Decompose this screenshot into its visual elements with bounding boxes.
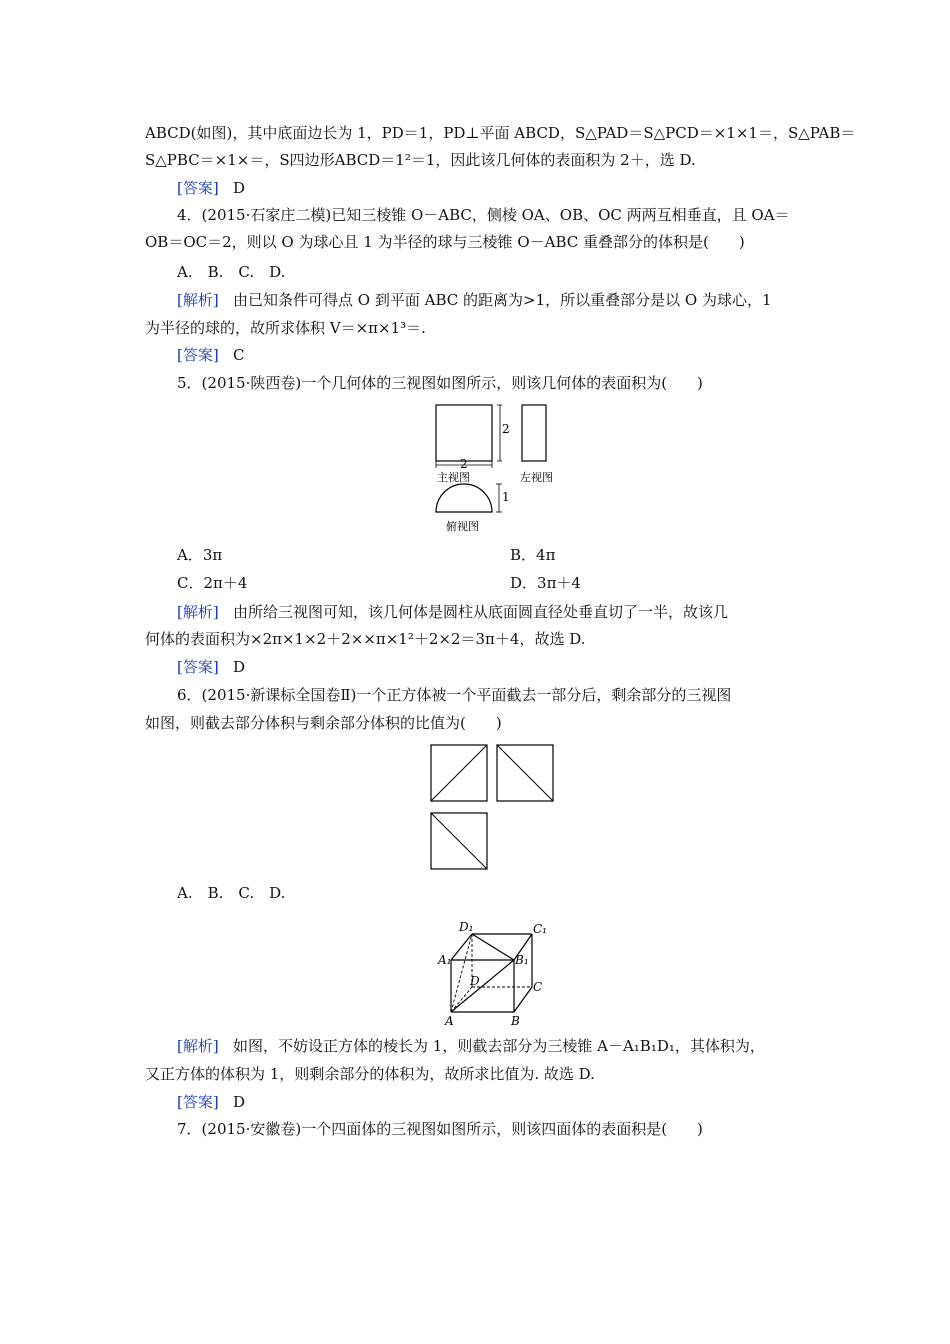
front-width-dim: 2 [460, 457, 468, 471]
q5-option-b: B．4π [510, 546, 556, 564]
answer-tag: [答案] [177, 658, 219, 676]
answer-value: D [233, 179, 246, 197]
q7-stem: 7．(2015·安徽卷)一个四面体的三视图如图所示，则该四面体的表面积是( ) [177, 1120, 703, 1138]
answer-tag: [答案] [177, 179, 219, 197]
q6-analysis-line-1 [177, 1036, 765, 1056]
answer-value: D [233, 658, 246, 676]
vertex-C: C [533, 980, 543, 994]
prev-solution-line-1: ABCD(如图)，其中底面边长为 1，PD＝1，PD⊥平面 ABCD，S△PAD＝S△PCD＝×1×1＝，S△PAB＝ [145, 124, 856, 142]
analysis-tag: [解析] [177, 291, 219, 309]
vertex-B1: B₁ [515, 953, 529, 967]
analysis-tag: [解析] [177, 603, 219, 621]
vertex-D: D [470, 974, 480, 988]
analysis-text: 如图，不妨设正方体的棱长为 1，则截去部分为三棱锥 A－A₁B₁D₁，其体积为， [233, 1037, 765, 1055]
vertex-B: B [511, 1014, 520, 1028]
q6-options: A. B. C. D. [177, 884, 286, 902]
q5-option-a: A．3π [177, 546, 223, 564]
answer-value: C [233, 346, 245, 364]
analysis-tag: [解析] [177, 1037, 219, 1055]
vertex-D1: D₁ [459, 920, 474, 934]
answer-tag: [答案] [177, 346, 219, 364]
answer-value: D [233, 1093, 246, 1111]
q5-option-d: D．3π＋4 [510, 574, 581, 592]
q4-options: A. B. C. D. [177, 263, 286, 281]
left-view-label: 左视图 [520, 471, 553, 484]
q6-analysis-line-2: 又正方体的体积为 1，则剩余部分的体积为，故所求比值为. 故选 D. [145, 1065, 595, 1083]
vertex-A: A [445, 1014, 454, 1028]
q5-stem: 5．(2015·陕西卷)一个几何体的三视图如图所示，则该几何体的表面积为( ) [177, 374, 703, 392]
answer-tag: [答案] [177, 1093, 219, 1111]
top-radius-dim: 1 [502, 490, 510, 504]
analysis-text: 由已知条件可得点 O 到平面 ABC 的距离为>1，所以重叠部分是以 O 为球心，1 [233, 291, 772, 309]
analysis-text: 由所给三视图可知，该几何体是圆柱从底面圆直径处垂直切了一半，故该几 [233, 603, 729, 621]
q4-stem-line-2: OB＝OC＝2，则以 O 为球心且 1 为半径的球与三棱锥 O－ABC 重叠部分的体积是( ) [145, 233, 745, 251]
front-view-label: 主视图 [437, 471, 470, 484]
prev-solution-line-2: S△PBC＝×1×＝，S四边形ABCD＝1²＝1，因此该几何体的表面积为 2＋，选 D. [145, 151, 696, 169]
top-view-label: 俯视图 [446, 520, 479, 533]
q4-stem-line-1: 4．(2015·石家庄二模)已知三棱锥 O－ABC，侧棱 OA、OB、OC 两两互相垂直，且 OA＝ [177, 206, 790, 224]
q4-analysis-line-2: 为半径的球的，故所求体积 V＝×π×1³＝. [145, 319, 426, 337]
q5-analysis-line-2: 何体的表面积为×2π×1×2＋2××π×1²＋2×2＝3π＋4，故选 D. [145, 630, 586, 648]
vertex-A1: A₁ [438, 953, 452, 967]
q5-option-c: C．2π＋4 [177, 574, 248, 592]
front-height-dim: 2 [502, 422, 510, 436]
q6-stem-line-2: 如图，则截去部分体积与剩余部分体积的比值为( ) [145, 714, 502, 732]
q6-answer-row [177, 1092, 245, 1112]
vertex-C1: C₁ [533, 922, 547, 936]
q6-stem-line-1: 6．(2015·新课标全国卷Ⅱ)一个正方体被一个平面截去一部分后，剩余部分的三视图 [177, 686, 732, 704]
